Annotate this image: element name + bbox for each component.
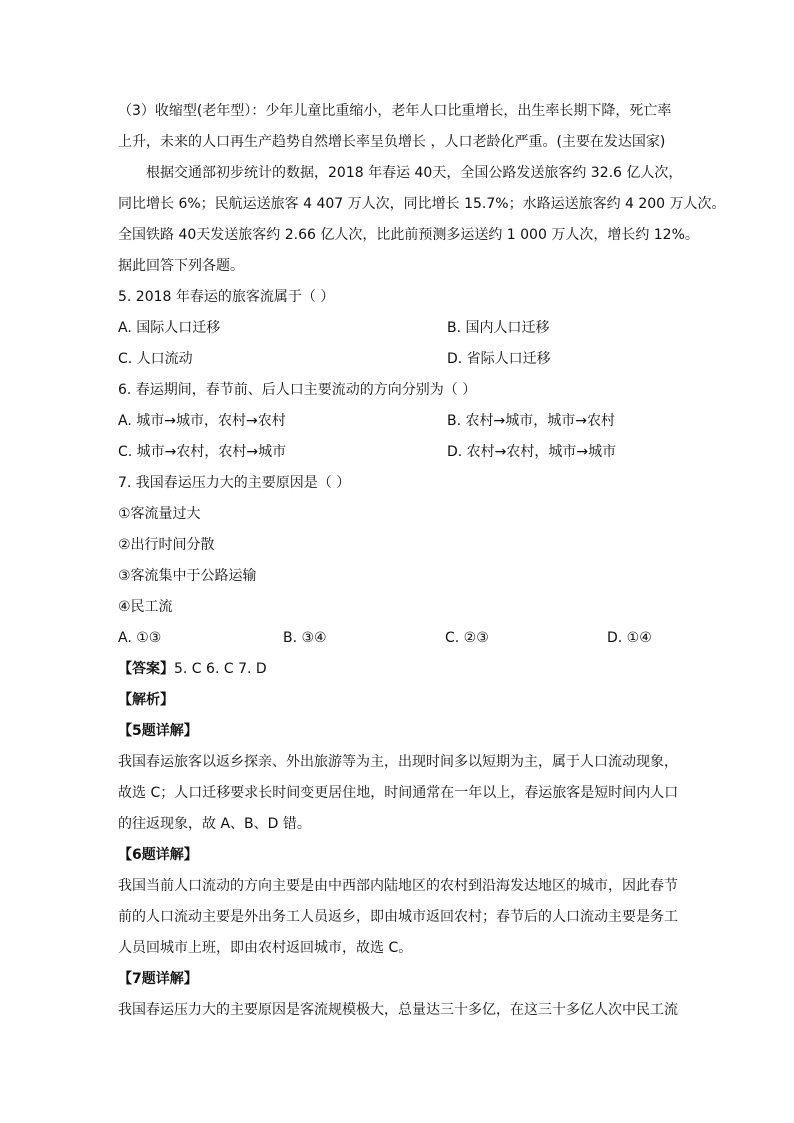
question-7-option-d: D. ①④ bbox=[607, 630, 652, 646]
detail-7-line-1: 我国春运压力大的主要原因是客流规模极大，总量达三十多亿，在这三十多亿人次中民工流 bbox=[118, 1002, 678, 1018]
question-7-option-b: B. ③④ bbox=[283, 630, 327, 646]
passage-line-2: 同比增长 6%；民航运送旅客 4 407 万人次，同比增长 15.7%；水路运送旅客约 4 200 万人次。 bbox=[118, 196, 726, 212]
question-6-option-b: B. 农村→城市，城市→农村 bbox=[447, 413, 615, 429]
question-5-option-a: A. 国际人口迁移 bbox=[118, 320, 221, 336]
question-7-statement-1: ①客流量过大 bbox=[118, 506, 201, 522]
question-6-stem: 6. 春运期间，春节前、后人口主要流动的方向分别为（ ） bbox=[118, 382, 477, 398]
passage-line-3: 全国铁路 40天发送旅客约 2.66 亿人次，比此前预测多运送约 1 000 万人次，增长约 12%。 bbox=[118, 227, 699, 243]
detail-6-line-3: 人员回城市上班，即由农村返回城市，故选 C。 bbox=[118, 940, 413, 956]
question-7-option-c: C. ②③ bbox=[445, 630, 489, 646]
analysis-label: 【解析】 bbox=[118, 692, 174, 708]
question-6-option-a: A. 城市→城市，农村→农村 bbox=[118, 413, 286, 429]
question-7-option-a: A. ①③ bbox=[118, 630, 162, 646]
question-5-option-b: B. 国内人口迁移 bbox=[447, 320, 550, 336]
detail-5-line-1: 我国春运旅客以返乡探亲、外出旅游等为主，出现时间多以短期为主，属于人口流动现象， bbox=[118, 754, 678, 770]
answer-label: 【答案】 bbox=[118, 661, 174, 677]
detail-6-heading: 【6题详解】 bbox=[118, 847, 198, 863]
detail-6-line-2: 前的人口流动主要是外出务工人员返乡，即由城市返回农村；春节后的人口流动主要是务工 bbox=[118, 909, 678, 925]
question-5-option-c: C. 人口流动 bbox=[118, 351, 193, 367]
question-6-option-d: D. 农村→农村，城市→城市 bbox=[447, 444, 617, 460]
detail-5-line-3: 的往返现象，故 A、B、D 错。 bbox=[118, 816, 311, 832]
question-7-statement-3: ③客流集中于公路运输 bbox=[118, 568, 257, 584]
question-7-stem: 7. 我国春运压力大的主要原因是（ ） bbox=[118, 475, 351, 491]
question-6-option-c: C. 城市→农村，农村→城市 bbox=[118, 444, 287, 460]
detail-5-line-2: 故选 C；人口迁移要求长时间变更居住地，时间通常在一年以上，春运旅客是短时间内人口 bbox=[118, 785, 679, 801]
question-7-statement-2: ②出行时间分散 bbox=[118, 537, 215, 553]
intro-line-2: 上升，未来的人口再生产趋势自然增长率呈负增长 ，人口老龄化严重。(主要在发达国家) bbox=[118, 134, 666, 150]
detail-5-heading: 【5题详解】 bbox=[118, 723, 198, 739]
detail-6-line-1: 我国当前人口流动的方向主要是由中西部内陆地区的农村到沿海发达地区的城市，因此春节 bbox=[118, 878, 678, 894]
answer-text: 5. C 6. C 7. D bbox=[174, 661, 267, 677]
detail-7-heading: 【7题详解】 bbox=[118, 971, 198, 987]
passage-line-1: 根据交通部初步统计的数据，2018 年春运 40天，全国公路发送旅客约 32.6 亿人次， bbox=[146, 165, 683, 181]
question-7-statement-4: ④民工流 bbox=[118, 599, 173, 615]
answer-line bbox=[118, 659, 267, 679]
question-5-stem: 5. 2018 年春运的旅客流属于（ ） bbox=[118, 289, 335, 305]
intro-line-1: （3）收缩型(老年型）：少年儿童比重缩小，老年人口比重增长，出生率长期下降，死亡率 bbox=[118, 103, 672, 119]
passage-line-4: 据此回答下列各题。 bbox=[118, 258, 244, 274]
question-5-option-d: D. 省际人口迁移 bbox=[447, 351, 551, 367]
